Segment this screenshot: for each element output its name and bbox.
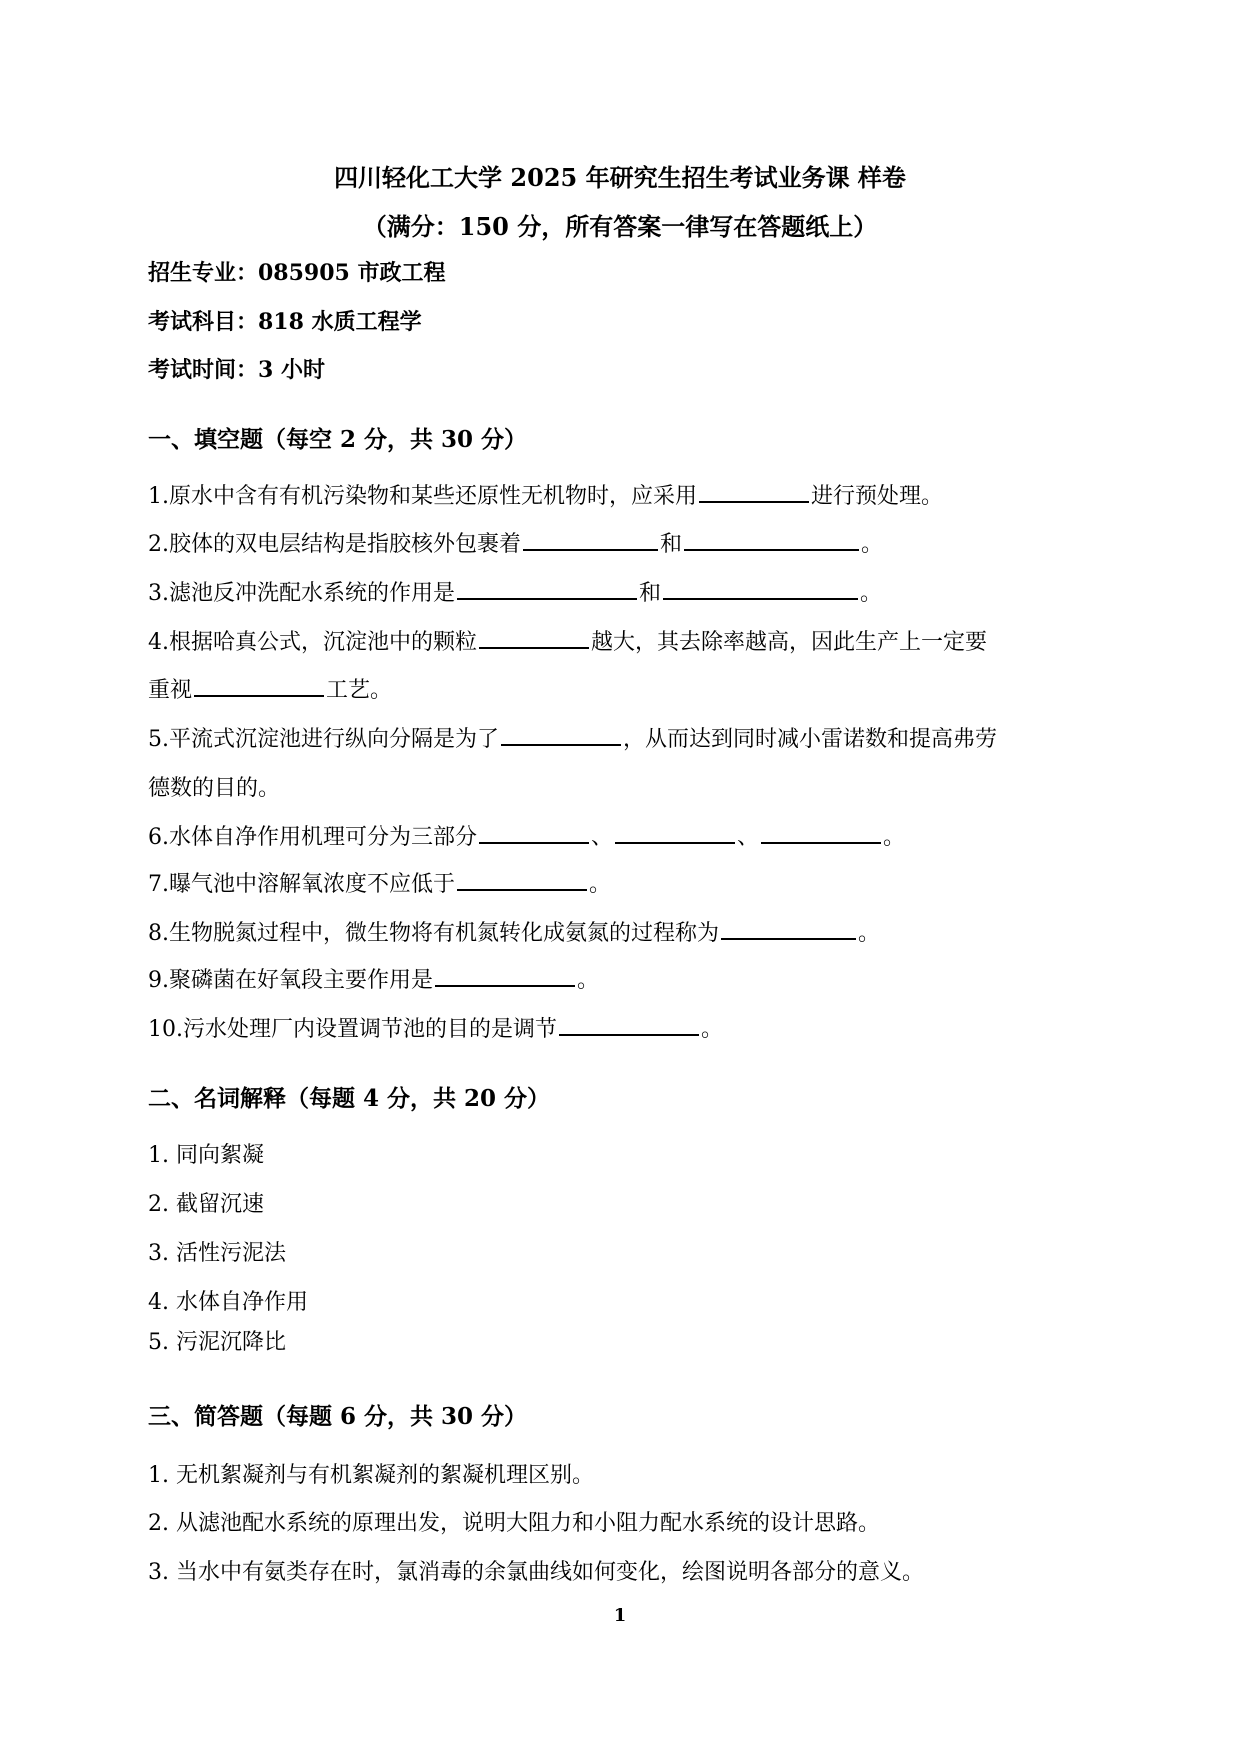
question-text: 6.水体自净作用机理可分为三部分 — [148, 825, 477, 850]
question-text: 1.原水中含有有机污染物和某些还原性无机物时，应采用 — [148, 484, 697, 509]
page-number: 1 — [613, 1605, 627, 1626]
time-info: 考试时间：3 小时 — [148, 357, 325, 383]
question-text: 4.根据哈真公式，沉淀池中的颗粒 — [148, 630, 477, 655]
question-10 — [148, 1012, 723, 1043]
definition-item: 3. 活性污泥法 — [148, 1241, 286, 1266]
question-text: 重视 — [148, 678, 193, 703]
question-text: 3.滤池反冲洗配水系统的作用是 — [148, 581, 455, 606]
question-text: 9.聚磷菌在好氧段主要作用是 — [148, 968, 433, 993]
short-answer-item: 1. 无机絮凝剂与有机絮凝剂的絮凝机理区别。 — [148, 1463, 594, 1488]
question-text: 。 — [577, 968, 600, 993]
question-5 — [148, 722, 997, 753]
answer-blank — [457, 576, 637, 600]
question-text: 8.生物脱氮过程中，微生物将有机氮转化成氨氮的过程称为 — [148, 921, 719, 946]
answer-blank — [501, 722, 621, 746]
answer-blank — [721, 916, 856, 940]
section-heading-fill-in: 一、填空题（每空 2 分，共 30 分） — [148, 426, 528, 453]
answer-blank — [435, 963, 575, 987]
question-text: 和 — [660, 532, 683, 557]
definition-item: 5. 污泥沉降比 — [148, 1330, 286, 1355]
answer-blank — [559, 1012, 699, 1036]
answer-blank — [761, 820, 881, 844]
answer-blank — [194, 673, 324, 697]
question-text: 。 — [860, 581, 883, 606]
question-1 — [148, 479, 943, 510]
question-3 — [148, 576, 882, 607]
question-text: 10.污水处理厂内设置调节池的目的是调节 — [148, 1017, 557, 1042]
question-text: 。 — [861, 532, 884, 557]
short-answer-item: 2. 从滤池配水系统的原理出发，说明大阻力和小阻力配水系统的设计思路。 — [148, 1511, 880, 1536]
question-6 — [148, 820, 905, 851]
section-heading-definitions: 二、名词解释（每题 4 分，共 20 分） — [148, 1085, 551, 1112]
major-info: 招生专业：085905 市政工程 — [148, 260, 446, 286]
answer-blank — [699, 479, 809, 503]
question-text: 和 — [639, 581, 662, 606]
answer-blank — [479, 820, 589, 844]
question-text: 工艺。 — [326, 678, 393, 703]
question-text: 。 — [883, 825, 906, 850]
exam-subtitle: （满分：150 分，所有答案一律写在答题纸上） — [362, 212, 878, 241]
definition-item: 1. 同向絮凝 — [148, 1143, 264, 1168]
short-answer-item: 3. 当水中有氨类存在时，氯消毒的余氯曲线如何变化，绘图说明各部分的意义。 — [148, 1560, 924, 1585]
question-text: 7.曝气池中溶解氧浓度不应低于 — [148, 872, 455, 897]
subject-info: 考试科目：818 水质工程学 — [148, 309, 422, 335]
answer-blank — [684, 527, 859, 551]
question-text: 越大，其去除率越高，因此生产上一定要 — [591, 630, 988, 655]
question-8 — [148, 916, 880, 947]
question-text: 2.胶体的双电层结构是指胶核外包裹着 — [148, 532, 521, 557]
definition-item: 2. 截留沉速 — [148, 1192, 264, 1217]
question-5-continued — [148, 771, 280, 802]
answer-blank — [523, 527, 658, 551]
answer-blank — [615, 820, 735, 844]
question-text: 进行预处理。 — [811, 484, 944, 509]
answer-blank — [457, 867, 587, 891]
question-text: 5.平流式沉淀池进行纵向分隔是为了 — [148, 727, 499, 752]
question-2 — [148, 527, 883, 558]
question-text: 德数的目的。 — [148, 776, 281, 801]
definition-item: 4. 水体自净作用 — [148, 1290, 308, 1315]
question-text: ，从而达到同时减小雷诺数和提高弗劳 — [623, 727, 998, 752]
question-text: 。 — [589, 872, 612, 897]
answer-blank — [663, 576, 858, 600]
question-text: 、 — [737, 825, 760, 850]
question-9 — [148, 963, 599, 994]
question-4-continued — [148, 673, 392, 704]
question-text: 、 — [591, 825, 614, 850]
question-text: 。 — [701, 1017, 724, 1042]
question-4 — [148, 625, 987, 656]
question-text: 。 — [858, 921, 881, 946]
exam-title: 四川轻化工大学 2025 年研究生招生考试业务课 样卷 — [334, 163, 906, 192]
answer-blank — [479, 625, 589, 649]
section-heading-short-answer: 三、简答题（每题 6 分，共 30 分） — [148, 1403, 528, 1430]
question-7 — [148, 867, 611, 898]
